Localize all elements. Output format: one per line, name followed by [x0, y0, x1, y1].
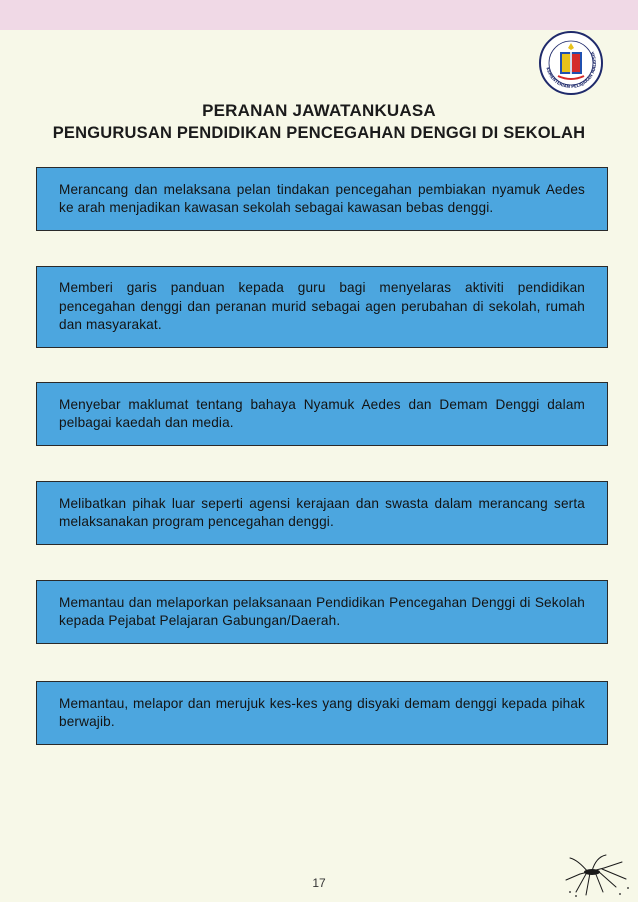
role-text-6: Memantau, melapor dan merujuk kes-kes yang disyaki demam denggi kepada pihak berwajib. [59, 695, 585, 729]
mosquito-icon [562, 852, 634, 900]
page-number: 17 [312, 876, 326, 890]
top-color-band [0, 0, 638, 30]
role-box-5 [36, 580, 608, 644]
role-text-5: Memantau dan melaporkan pelaksanaan Pendidikan Pencegahan Denggi di Sekolah kepada Pejabat Pelajaran Gabungan/Daerah. [59, 594, 585, 628]
role-box-6 [36, 681, 608, 745]
role-text-3: Menyebar maklumat tentang bahaya Nyamuk Aedes dan Demam Denggi dalam pelbagai kaedah dan media. [59, 396, 585, 430]
ministry-crest-logo [538, 30, 604, 96]
role-box-4 [36, 481, 608, 545]
role-box-1 [36, 167, 608, 231]
page-title-line-2: PENGURUSAN PENDIDIKAN PENCEGAHAN DENGGI DI SEKOLAH [52, 124, 586, 142]
role-box-2 [36, 266, 608, 348]
role-text-1: Merancang dan melaksana pelan tindakan pencegahan pembiakan nyamuk Aedes ke arah menjadikan kawasan sekolah sebagai kawasan bebas denggi. [59, 181, 585, 215]
logo-ring-text: KEMENTERIAN PELAJARAN MALAYSIA [545, 50, 598, 90]
role-box-3 [36, 382, 608, 446]
role-text-4: Melibatkan pihak luar seperti agensi kerajaan dan swasta dalam merancang serta melaksanakan program pencegahan denggi. [59, 495, 585, 529]
page-title-line-1: PERANAN JAWATANKUASA [202, 101, 436, 120]
role-text-2: Memberi garis panduan kepada guru bagi menyelaras aktiviti pendidikan pencegahan denggi dan peranan murid sebagai agen perubahan di sekolah, rumah dan masyarakat. [59, 280, 585, 333]
